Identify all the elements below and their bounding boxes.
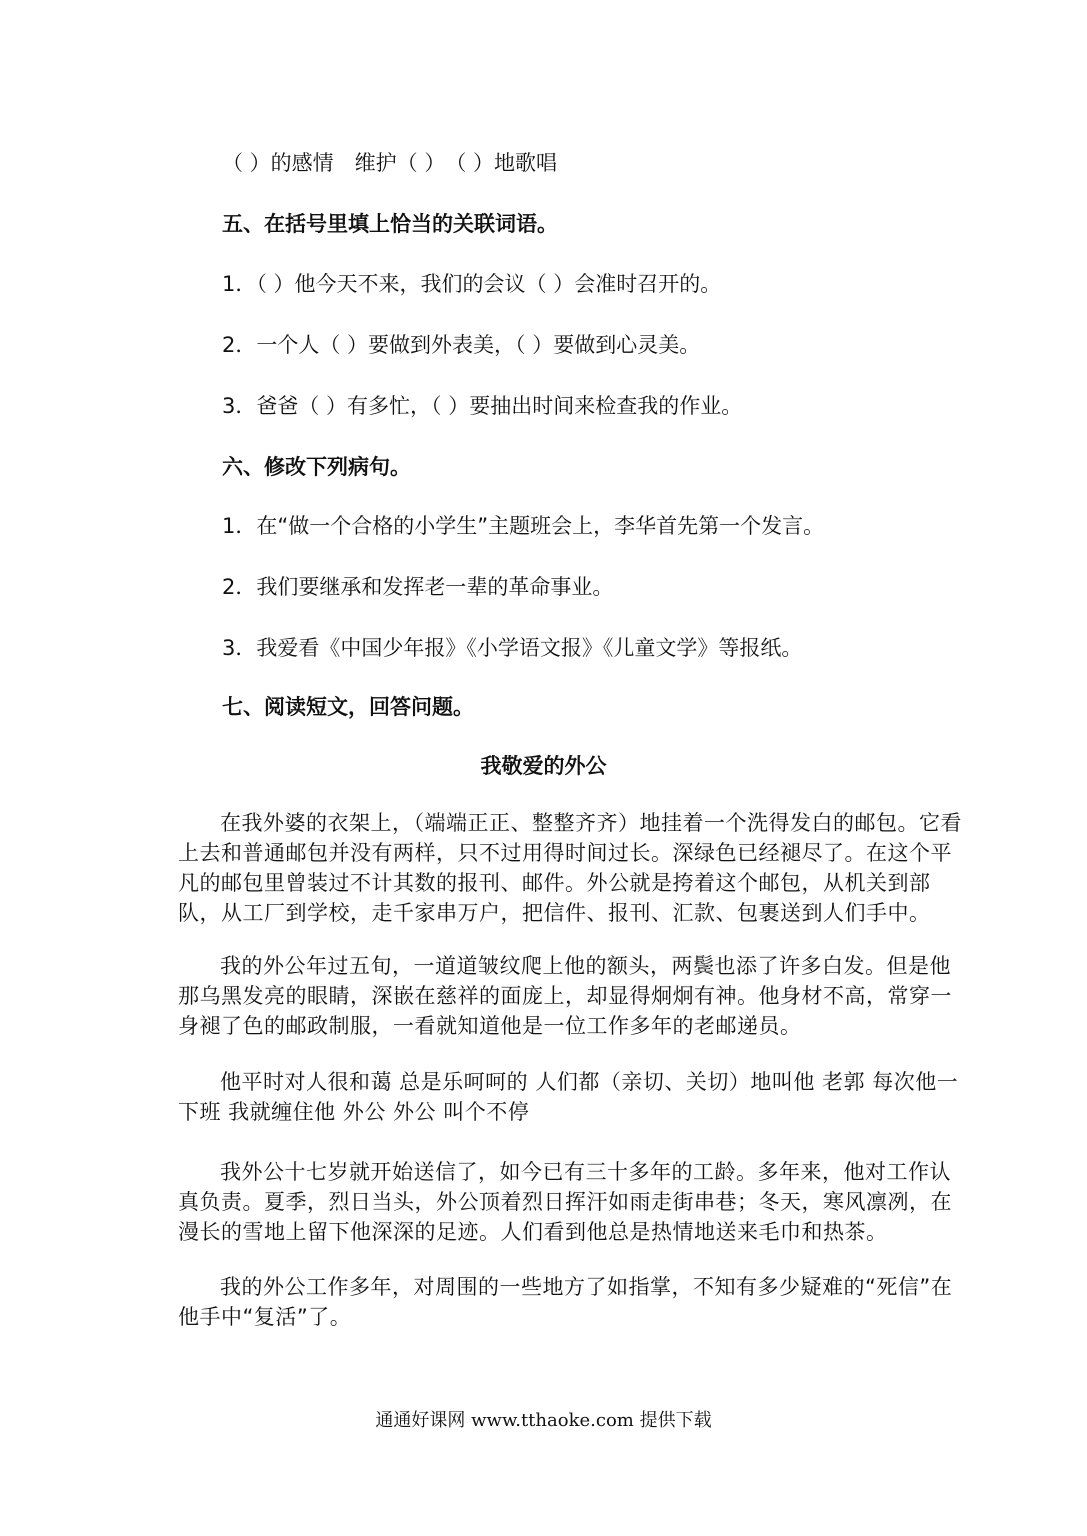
fill-blank-line: （ ）的感情 维护（ ） （ ）地歌唱 bbox=[222, 151, 558, 175]
section-5-heading: 五、在括号里填上恰当的关联词语。 bbox=[222, 212, 558, 236]
section-6-question-3: 3．我爱看《中国少年报》《小学语文报》《儿童文学》等报纸。 bbox=[222, 636, 803, 660]
article-paragraph-1: 在我外婆的衣架上，（端端正正、整整齐齐）地挂着一个洗得发白的邮包。它看上去和普通邮包并没有两样，只不过用得时间过长。深绿色已经褪尽了。在这个平凡的邮包里曾装过不计其数的报刊、邮件。外公就是挎着这个邮包，从机关到部队，从工厂到学校，走千家串万户，把信件、报刊、汇款、包裹送到人们手中。 bbox=[178, 811, 962, 925]
page-footer: 通通好课网 www.tthaoke.com 提供下载 bbox=[375, 1410, 712, 1431]
article-title: 我敬爱的外公 bbox=[480, 754, 607, 778]
section-5-question-3: 3．爸爸（ ）有多忙，（ ）要抽出时间来检查我的作业。 bbox=[222, 394, 743, 418]
article-paragraph-3: 他平时对人很和蔼 总是乐呵呵的 人们都（亲切、关切）地叫他 老郭 每次他一下班 我就缠住他 外公 外公 叫个不停 bbox=[178, 1070, 959, 1124]
section-6-question-1: 1．在“做一个合格的小学生”主题班会上，李华首先第一个发言。 bbox=[222, 514, 825, 538]
section-5-question-1: 1．（ ）他今天不来，我们的会议（ ）会准时召开的。 bbox=[222, 272, 722, 296]
section-5-question-2: 2．一个人（ ）要做到外表美，（ ）要做到心灵美。 bbox=[222, 333, 701, 357]
section-7-heading: 七、阅读短文，回答问题。 bbox=[222, 695, 474, 719]
section-6-heading: 六、修改下列病句。 bbox=[222, 455, 411, 479]
article-paragraph-2: 我的外公年过五旬，一道道皱纹爬上他的额头，两鬓也添了许多白发。但是他那乌黑发亮的眼睛，深嵌在慈祥的面庞上，却显得炯炯有神。他身材不高，常穿一身褪了色的邮政制服，一看就知道他是一位工作多年的老邮递员。 bbox=[178, 954, 952, 1038]
section-6-question-2: 2．我们要继承和发挥老一辈的革命事业。 bbox=[222, 575, 614, 599]
article-paragraph-4: 我外公十七岁就开始送信了，如今已有三十多年的工龄。多年来，他对工作认真负责。夏季，烈日当头，外公顶着烈日挥汗如雨走街串巷；冬天，寒风凛冽，在漫长的雪地上留下他深深的足迹。人们看到他总是热情地送来毛巾和热茶。 bbox=[178, 1160, 952, 1244]
article-paragraph-5: 我的外公工作多年，对周围的一些地方了如指掌，不知有多少疑难的“死信”在他手中“复活”了。 bbox=[178, 1275, 953, 1329]
